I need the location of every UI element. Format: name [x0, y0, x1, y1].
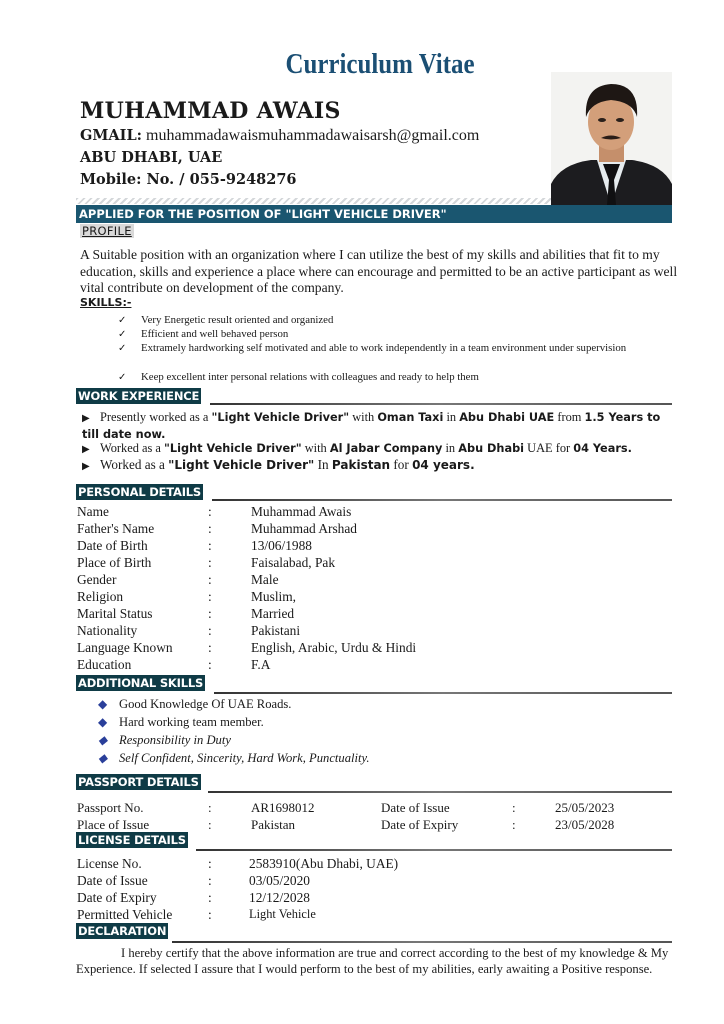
- text-fragment: 23/05/2028: [555, 817, 615, 832]
- text-fragment: Responsibility in Duty: [119, 733, 231, 747]
- skill-text: Very Energetic result oriented and organized: [141, 314, 334, 326]
- gmail-value[interactable]: muhammadawaismuhammadawaisarsh@gmail.com: [146, 127, 480, 144]
- text-fragment: Nationality: [77, 623, 138, 638]
- text-fragment: 25/05/2023: [555, 800, 615, 815]
- text-fragment: for: [390, 457, 413, 472]
- profile-heading: PROFILE: [82, 224, 132, 238]
- section-divider: [196, 849, 672, 851]
- text-fragment: Abu Dhabi: [458, 442, 525, 455]
- text-fragment: with: [301, 441, 330, 455]
- text-fragment: Date of Expiry: [381, 817, 459, 832]
- personal-details-heading: PERSONAL DETAILS: [78, 485, 201, 499]
- text-fragment: "Light Vehicle Driver": [211, 411, 350, 424]
- additional-skill-item: [98, 714, 264, 732]
- triangle-right-icon: ▶: [82, 461, 90, 472]
- text-fragment: Date of Expiry: [77, 890, 157, 905]
- text-fragment: "Light Vehicle Driver": [168, 458, 315, 472]
- text-fragment: AR1698012: [251, 800, 315, 815]
- text-fragment: Al Jabar Company: [329, 442, 443, 455]
- skill-item: [118, 371, 678, 384]
- diamond-bullet-icon: ◆: [98, 733, 108, 747]
- text-fragment: :: [208, 606, 212, 621]
- mobile-text: Mobile: No. / 055-9248276: [80, 171, 297, 188]
- declaration-text: I hereby certify that the above information are true and correct according to the best of my knowledge & My Experience. If selected I assure that I would perform to the best of my abilities, early awaiting a Positive response.: [76, 946, 669, 976]
- text-fragment: Pakistan: [331, 458, 391, 472]
- triangle-right-icon: ▶: [82, 444, 90, 455]
- text-fragment: Name: [77, 504, 109, 519]
- profile-text: A Suitable position with an organization where I can utilize the best of my skills and abilities that fit to my education, skills and experience a place where can encourage and permitted to be an active participant as well vital contribute on development of the company.: [80, 247, 678, 295]
- text-fragment: Place of Issue: [77, 817, 150, 832]
- text-fragment: 03/05/2020: [249, 873, 311, 888]
- text-fragment: 1.5 Years to till date now.: [82, 411, 661, 441]
- text-fragment: :: [208, 890, 212, 905]
- text-fragment: In: [314, 457, 332, 472]
- work-item: [82, 457, 672, 475]
- text-fragment: from: [554, 410, 585, 424]
- text-fragment: F.A: [251, 657, 271, 672]
- text-fragment: Place of Birth: [77, 555, 152, 570]
- skill-item: [118, 314, 678, 327]
- text-fragment: :: [208, 504, 212, 519]
- section-divider: [212, 499, 672, 501]
- text-fragment: Male: [251, 572, 279, 587]
- gmail-label: GMAIL:: [80, 127, 143, 144]
- text-fragment: Light Vehicle: [249, 907, 316, 921]
- text-fragment: Abu Dhabi UAE: [459, 411, 555, 424]
- text-fragment: 04 years.: [412, 458, 475, 472]
- text-fragment: License No.: [77, 856, 142, 871]
- decorative-divider: [76, 198, 551, 204]
- text-fragment: with: [349, 410, 378, 424]
- text-fragment: :: [208, 623, 212, 638]
- text-fragment: in: [443, 410, 460, 424]
- text-fragment: Pakistani: [251, 623, 301, 638]
- text-fragment: :: [208, 817, 212, 832]
- cv-title: Curriculum Vitae: [285, 48, 475, 80]
- skill-item: [118, 328, 678, 341]
- section-divider: [210, 403, 672, 405]
- text-fragment: 12/12/2028: [249, 890, 311, 905]
- text-fragment: :: [208, 873, 212, 888]
- location-text: ABU DHABI, UAE: [80, 149, 223, 166]
- text-fragment: Married: [251, 606, 295, 621]
- text-fragment: Permitted Vehicle: [77, 907, 173, 922]
- skill-text: Efficient and well behaved person: [141, 328, 289, 340]
- text-fragment: Father's Name: [77, 521, 155, 536]
- work-item: [82, 441, 672, 458]
- text-fragment: :: [512, 817, 516, 832]
- text-fragment: Muhammad Awais: [251, 504, 352, 519]
- check-icon: ✓: [118, 329, 127, 340]
- gmail-line: [80, 127, 479, 145]
- section-divider: [172, 941, 672, 943]
- mobile: [80, 171, 297, 189]
- text-fragment: Date of Issue: [77, 873, 148, 888]
- section-divider: [208, 791, 672, 793]
- text-fragment: "Light Vehicle Driver": [164, 442, 302, 455]
- candidate-name: MUHAMMAD AWAIS: [80, 98, 341, 124]
- diamond-bullet-icon: ◆: [98, 697, 108, 711]
- text-fragment: Oman Taxi: [377, 411, 444, 424]
- triangle-right-icon: ▶: [82, 413, 90, 424]
- skill-text: Extramely hardworking self motivated and able to work independently in a team environment under supervision: [141, 342, 627, 354]
- text-fragment: Date of Issue: [381, 800, 450, 815]
- text-fragment: Religion: [77, 589, 124, 604]
- text-fragment: :: [208, 521, 212, 536]
- text-fragment: Worked as a: [100, 457, 169, 472]
- work-experience-heading: WORK EXPERIENCE: [78, 389, 200, 403]
- text-fragment: Date of Birth: [77, 538, 148, 553]
- check-icon: ✓: [118, 343, 127, 354]
- license-details-heading: LICENSE DETAILS: [78, 833, 186, 847]
- text-fragment: :: [208, 657, 212, 672]
- location: [80, 149, 222, 167]
- profile-photo: [551, 72, 672, 205]
- passport-details-heading: PASSPORT DETAILS: [78, 775, 199, 789]
- section-divider: [214, 692, 672, 694]
- text-fragment: Presently worked as a: [100, 410, 212, 424]
- text-fragment: Language Known: [77, 640, 173, 655]
- text-fragment: :: [208, 856, 212, 871]
- text-fragment: 2583910(Abu Dhabi, UAE): [249, 856, 399, 871]
- text-fragment: English, Arabic, Urdu & Hindi: [251, 640, 417, 655]
- text-fragment: 04 Years.: [573, 442, 632, 455]
- text-fragment: :: [208, 640, 212, 655]
- diamond-bullet-icon: ◆: [98, 751, 108, 765]
- declaration-heading: DECLARATION: [78, 924, 167, 938]
- text-fragment: Worked as a: [100, 441, 165, 455]
- text-fragment: Pakistan: [251, 817, 296, 832]
- text-fragment: UAE for: [524, 441, 574, 455]
- additional-skill-item: [98, 696, 291, 714]
- additional-skills-heading: ADDITIONAL SKILLS: [78, 676, 204, 690]
- text-fragment: :: [208, 572, 212, 587]
- additional-skill-item: [98, 732, 231, 750]
- applied-position-banner: APPLIED FOR THE POSITION OF "LIGHT VEHICLE DRIVER": [76, 205, 672, 223]
- text-fragment: Marital Status: [77, 606, 153, 621]
- person-photo-icon: [551, 72, 672, 205]
- text-fragment: Good Knowledge Of UAE Roads.: [119, 697, 292, 711]
- work-item: [82, 410, 672, 442]
- skill-text: Keep excellent inter personal relations with colleagues and ready to help them: [141, 371, 479, 383]
- diamond-bullet-icon: ◆: [98, 715, 108, 729]
- text-fragment: Self Confident, Sincerity, Hard Work, Punctuality.: [119, 751, 370, 765]
- text-fragment: in: [442, 441, 459, 455]
- text-fragment: :: [512, 800, 516, 815]
- text-fragment: :: [208, 555, 212, 570]
- check-icon: ✓: [118, 372, 127, 383]
- text-fragment: 13/06/1988: [251, 538, 313, 553]
- text-fragment: :: [208, 538, 212, 553]
- text-fragment: Hard working team member.: [119, 715, 264, 729]
- text-fragment: :: [208, 907, 212, 922]
- additional-skill-item: [98, 750, 370, 768]
- text-fragment: Faisalabad, Pak: [251, 555, 336, 570]
- text-fragment: Gender: [77, 572, 117, 587]
- text-fragment: Education: [77, 657, 132, 672]
- skills-heading: SKILLS:-: [80, 296, 132, 309]
- check-icon: ✓: [118, 315, 127, 326]
- text-fragment: Muhammad Arshad: [251, 521, 357, 536]
- text-fragment: Passport No.: [77, 800, 144, 815]
- text-fragment: :: [208, 800, 212, 815]
- text-fragment: :: [208, 589, 212, 604]
- skill-item: [118, 342, 696, 355]
- text-fragment: Muslim,: [251, 589, 297, 604]
